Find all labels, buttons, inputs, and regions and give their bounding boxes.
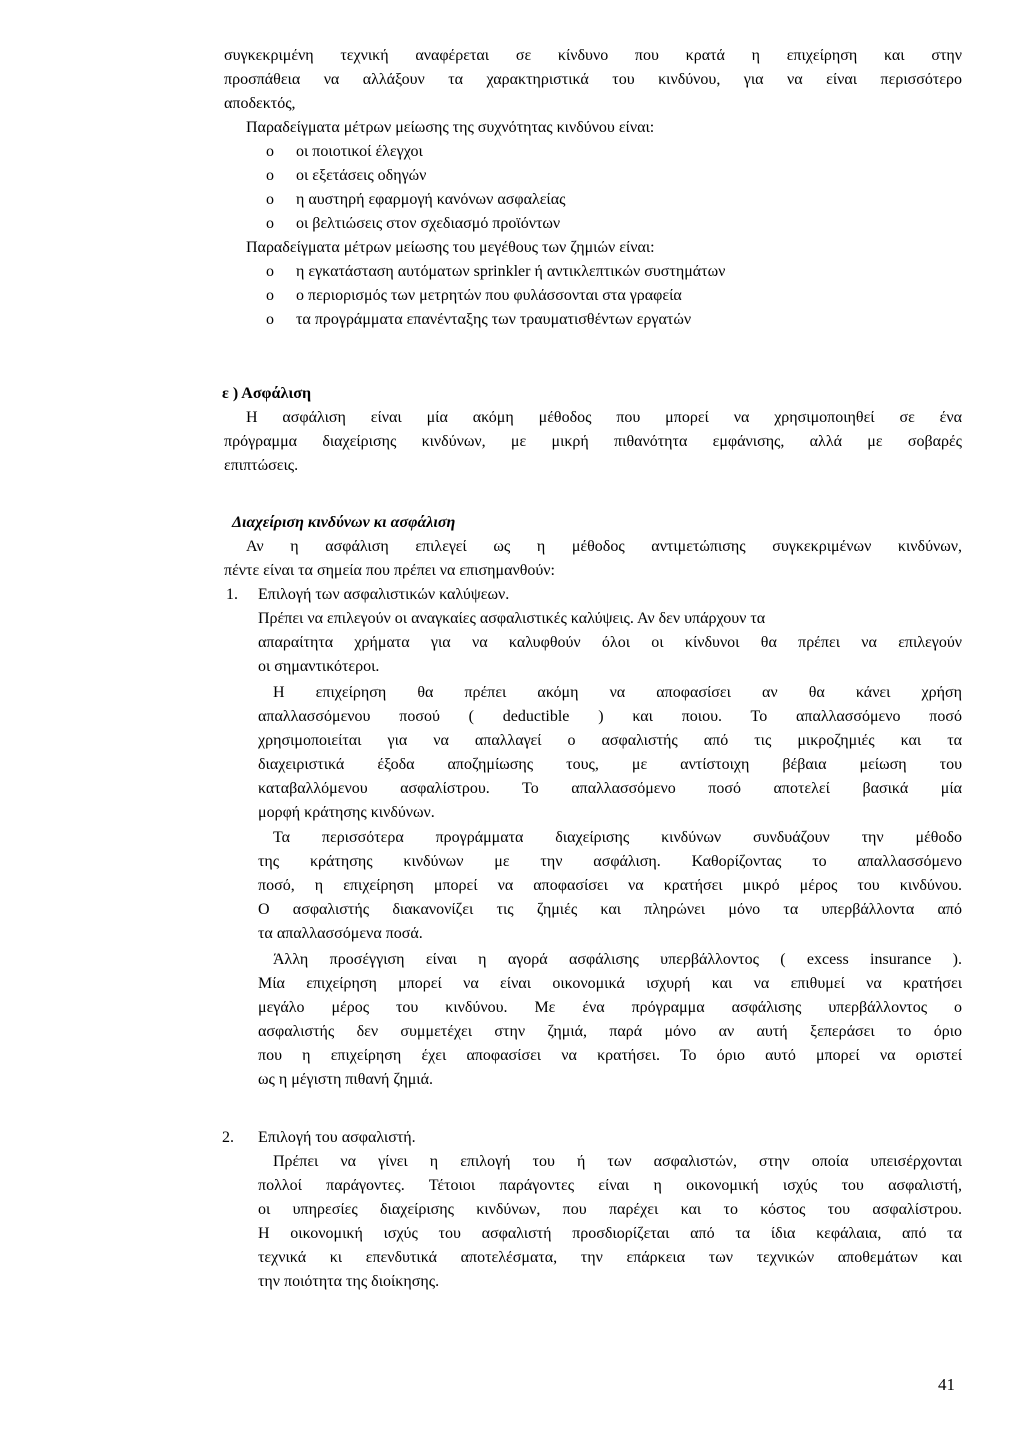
item1-line: που η επιχείρηση έχει αποφασίσει να κρατήσει. Το όριο αυτό μπορεί να οριστεί: [258, 1047, 962, 1064]
freq-item: η αυστηρή εφαρμογή κανόνων ασφαλείας: [296, 191, 566, 208]
section-e-line: επιπτώσεις.: [224, 457, 299, 474]
freq-item: οι ποιοτικοί έλεγχοι: [296, 143, 423, 160]
intro-line: αποδεκτός,: [224, 95, 296, 112]
item1-line: ποσό, η επιχείρηση μπορεί να αποφασίσει να κρατήσει μικρό μέρος του κινδύνου.: [258, 877, 962, 894]
item2-number: 2.: [222, 1129, 234, 1146]
bullet-marker: o: [266, 143, 274, 160]
item1-line: μορφή κράτησης κινδύνων.: [258, 804, 435, 821]
item2-line: την ποιότητα της διοίκησης.: [258, 1273, 440, 1290]
item1-line: Μία επιχείρηση μπορεί να είναι οικονομικά ισχυρή και να επιθυμεί να κρατήσει: [258, 975, 962, 992]
item1-line: Πρέπει να επιλεγούν οι αναγκαίες ασφαλιστικές καλύψεις. Αν δεν υπάρχουν τα: [258, 610, 766, 627]
item1-line: χρησιμοποιείται για να απαλλαγεί ο ασφαλιστής από τις μικροζημιές και τα: [258, 732, 962, 749]
item1-line: Η επιχείρηση θα πρέπει ακόμη να αποφασίσει αν θα κάνει χρήση: [273, 684, 962, 701]
item1-line: οι σημαντικότεροι.: [258, 658, 380, 675]
item2-line: τεχνικά κι επενδυτικά αποτελέσματα, την επάρκεια των τεχνικών αποθεμάτων και: [258, 1249, 962, 1266]
section-mgmt-line: Αν η ασφάλιση επιλεγεί ως η μέθοδος αντιμετώπισης συγκεκριμένων κινδύνων,: [246, 538, 962, 555]
item1-line: Τα περισσότερα προγράμματα διαχείρισης κινδύνων συνδυάζουν την μέθοδο: [273, 829, 962, 846]
item1-line: της κράτησης κινδύνων με την ασφάλιση. Καθορίζοντας το απαλλασσόμενο: [258, 853, 962, 870]
item1-line: διαχειριστικά έξοδα αποζημίωσης τους, με αντίστοιχη βέβαια μείωση του: [258, 756, 962, 773]
item1-line: μεγάλο μέρος του κινδύνου. Με ένα πρόγραμμα ασφάλισης υπερβάλλοντος ο: [258, 999, 962, 1016]
bullet-marker: o: [266, 191, 274, 208]
section-mgmt-title: Διαχείριση κινδύνων κι ασφάλιση: [232, 514, 456, 531]
size-item: η εγκατάσταση αυτόματων sprinkler ή αντικλεπτικών συστημάτων: [296, 263, 726, 280]
freq-item: οι βελτιώσεις στον σχεδιασμό προϊόντων: [296, 215, 561, 232]
page-number: 41: [938, 1375, 955, 1394]
freq-heading: Παραδείγματα μέτρων μείωσης της συχνότητας κινδύνου είναι:: [246, 119, 655, 136]
size-heading: Παραδείγματα μέτρων μείωσης του μεγέθους των ζημιών είναι:: [246, 239, 655, 256]
item1-line: Ο ασφαλιστής διακανονίζει τις ζημιές και πληρώνει μόνο τα υπερβάλλοντα από: [258, 901, 962, 918]
bullet-marker: o: [266, 167, 274, 184]
section-mgmt-line: πέντε είναι τα σημεία που πρέπει να επισημανθούν:: [224, 562, 555, 579]
item1-line: απαλλασσόμενου ποσού ( deductible ) και ποιου. Το απαλλασσόμενο ποσό: [258, 708, 962, 725]
bullet-marker: o: [266, 215, 274, 232]
item1-line: ασφαλιστής δεν συμμετέχει στην ζημιά, παρά μόνο αν αυτή ξεπεράσει το όριο: [258, 1023, 962, 1040]
size-item: ο περιορισμός των μετρητών που φυλάσσονται στα γραφεία: [296, 287, 682, 304]
freq-item: οι εξετάσεις οδηγών: [296, 167, 427, 184]
item1-line: απαραίτητα χρήματα για να καλυφθούν όλοι οι κίνδυνοι θα πρέπει να επιλεγούν: [258, 634, 962, 651]
item1-line: Άλλη προσέγγιση είναι η αγορά ασφάλισης υπερβάλλοντος ( excess insurance ).: [273, 951, 962, 968]
bullet-marker: o: [266, 263, 274, 280]
item2-line: Η οικονομική ισχύς του ασφαλιστή προσδιορίζεται από τα ίδια κεφάλαια, από τα: [258, 1225, 962, 1242]
item1-number: 1.: [226, 586, 238, 603]
intro-line: συγκεκριμένη τεχνική αναφέρεται σε κίνδυνο που κρατά η επιχείρηση και στην: [224, 47, 962, 64]
section-e-title: ε ) Ασφάλιση: [222, 385, 312, 402]
item2-title: Επιλογή του ασφαλιστή.: [258, 1129, 416, 1146]
section-e-line: πρόγραμμα διαχείρισης κινδύνων, με μικρή πιθανότητα εμφάνισης, αλλά με σοβαρές: [224, 433, 962, 450]
item1-line: ως η μέγιστη πιθανή ζημιά.: [258, 1071, 433, 1088]
item2-line: πολλοί παράγοντες. Τέτοιοι παράγοντες είναι η οικονομική ισχύς του ασφαλιστή,: [258, 1177, 962, 1194]
bullet-marker: o: [266, 311, 274, 328]
bullet-marker: o: [266, 287, 274, 304]
intro-line: προσπάθεια να αλλάξουν τα χαρακτηριστικά του κινδύνου, για να είναι περισσότερο: [224, 71, 962, 88]
size-item: τα προγράμματα επανένταξης των τραυματισθέντων εργατών: [296, 311, 692, 328]
section-e-line: Η ασφάλιση είναι μία ακόμη μέθοδος που μπορεί να χρησιμοποιηθεί σε ένα: [246, 409, 962, 426]
item1-line: τα απαλλασσόμενα ποσά.: [258, 925, 423, 942]
item1-title: Επιλογή των ασφαλιστικών καλύψεων.: [258, 586, 510, 603]
item2-line: οι υπηρεσίες διαχείρισης κινδύνων, που παρέχει και το κόστος του ασφαλίστρου.: [258, 1201, 962, 1218]
item1-line: καταβαλλόμενου ασφαλίστρου. Το απαλλασσόμενο ποσό αποτελεί βασικά μία: [258, 780, 962, 797]
item2-line: Πρέπει να γίνει η επιλογή του ή των ασφαλιστών, στην οποία υπεισέρχονται: [273, 1153, 962, 1170]
